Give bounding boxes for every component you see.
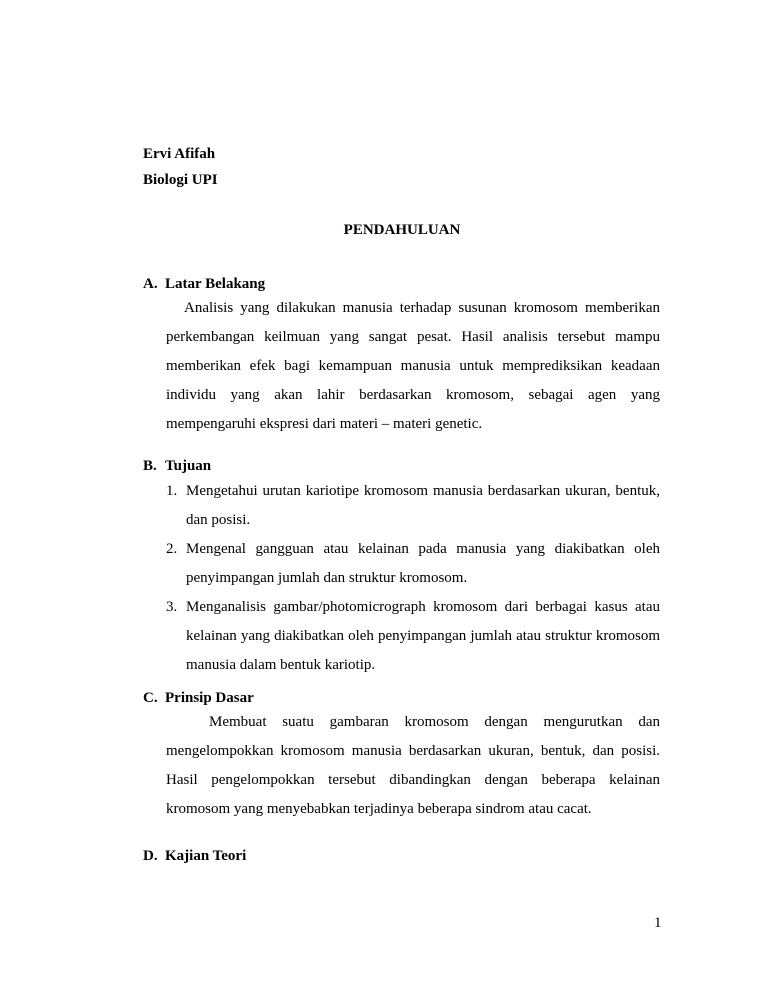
section-a-letter: A.	[143, 276, 158, 292]
objective-item	[166, 477, 660, 535]
section-c-letter: C.	[143, 690, 158, 706]
section-d-letter: D.	[143, 848, 158, 864]
author-name: Ervi Afifah	[143, 146, 216, 162]
section-c-title: Prinsip Dasar	[165, 690, 254, 706]
section-d-heading	[143, 846, 246, 866]
section-d-title: Kajian Teori	[165, 848, 247, 864]
section-c-paragraph: Membuat suatu gambaran kromosom dengan mengurutkan dan mengelompokkan kromosom manusia berdasarkan ukuran, bentuk, dan posisi. Hasil pengelompokkan tersebut dibandingkan dengan beberapa kelainan kromosom yang menyebabkan terjadinya beberapa sindrom atau cacat.	[166, 714, 660, 817]
page-number: 1	[654, 915, 662, 931]
section-a-paragraph: Analisis yang dilakukan manusia terhadap susunan kromosom memberikan perkembangan keilmuan yang sangat pesat. Hasil analisis tersebut mampu memberikan efek bagi kemampuan manusia untuk memprediksikan keadaan individu yang akan lahir berdasarkan kromosom, sebagai agen yang mempengaruhi ekspresi dari materi – materi genetic.	[166, 300, 660, 432]
section-b-letter: B.	[143, 458, 157, 474]
section-b-title: Tujuan	[165, 458, 212, 474]
objective-item	[166, 593, 660, 680]
objective-text: Mengenal gangguan atau kelainan pada manusia yang diakibatkan oleh penyimpangan jumlah dan struktur kromosom.	[186, 541, 660, 586]
section-c-heading	[143, 688, 254, 708]
page-title: PENDAHULUAN	[343, 222, 461, 238]
objective-number: 3.	[166, 599, 178, 615]
section-a-heading	[143, 274, 265, 294]
objective-number: 1.	[166, 483, 178, 499]
objective-text: Mengetahui urutan kariotipe kromosom manusia berdasarkan ukuran, bentuk, dan posisi.	[186, 483, 660, 528]
objective-item	[166, 535, 660, 593]
objective-text: Menganalisis gambar/photomicrograph kromosom dari berbagai kasus atau kelainan yang diakibatkan oleh penyimpangan jumlah atau struktur kromosom manusia dalam bentuk kariotip.	[186, 599, 660, 673]
section-a-title: Latar Belakang	[165, 276, 266, 292]
objectives-list	[166, 477, 660, 680]
author-affiliation: Biologi UPI	[143, 172, 218, 188]
section-b-heading	[143, 456, 211, 476]
objective-number: 2.	[166, 541, 178, 557]
